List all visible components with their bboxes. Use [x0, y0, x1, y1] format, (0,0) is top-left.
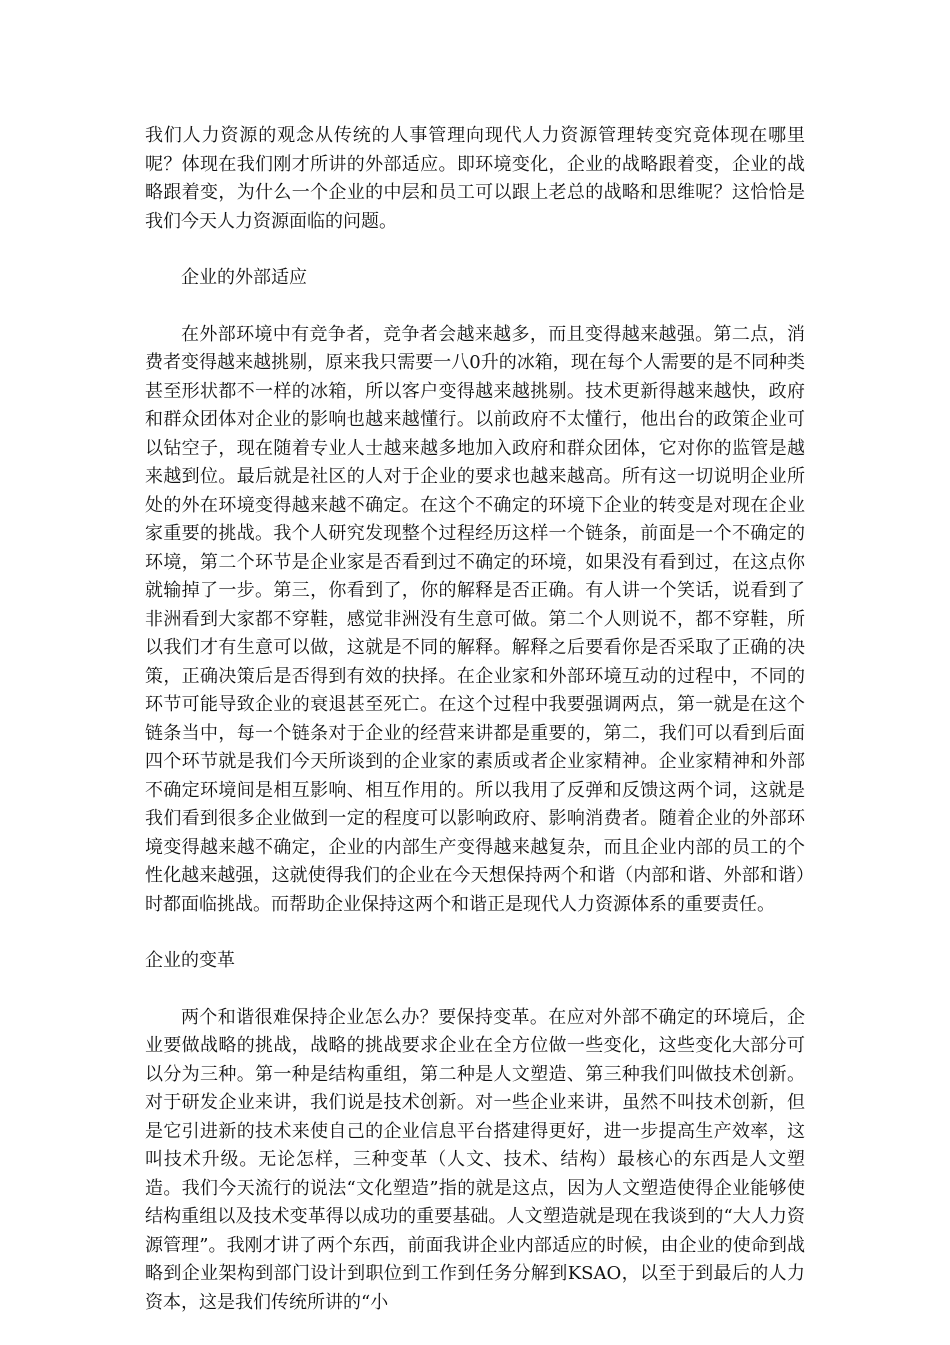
- heading-enterprise-change: 企业的变革: [145, 950, 235, 971]
- document-page: [145, 122, 805, 1345]
- paragraph-intro: 我们人力资源的观念从传统的人事管理向现代人力资源管理转变究竟体现在哪里呢？体现在我们刚才所讲的外部适应。即环境变化，企业的战略跟着变，企业的战略跟着变，为什么一个企业的中层和员工可以跟上老总的战略和思维呢？这恰恰是我们今天人力资源面临的问题。: [145, 125, 805, 232]
- paragraph-external-environment: 在外部环境中有竞争者，竞争者会越来越多，而且变得越来越强。第二点，消费者变得越来越挑剔，原来我只需要一八0升的冰箱，现在每个人需要的是不同种类甚至形状都不一样的冰箱，所以客户变得越来越挑剔。技术更新得越来越快，政府和群众团体对企业的影响也越来越懂行。以前政府不太懂行，他出台的政策企业可以钻空子，现在随着专业人士越来越多地加入政府和群众团体，它对你的监管是越来越到位。最后就是社区的人对于企业的要求也越来越高。所有这一切说明企业所处的外在环境变得越来越不确定。在这个不确定的环境下企业的转变是对现在企业家重要的挑战。我个人研究发现整个过程经历这样一个链条，前面是一个不确定的环境，第二个环节是企业家是否看到过不确定的环境，如果没有看到过，在这点你就输掉了一步。第三，你看到了，你的解释是否正确。有人讲一个笑话，说看到了非洲看到大家都不穿鞋，感觉非洲没有生意可做。第二个人则说不，都不穿鞋，所以我们才有生意可以做，这就是不同的解释。解释之后要看你是否采取了正确的决策，正确决策后是否得到有效的抉择。在企业家和外部环境互动的过程中，不同的环节可能导致企业的衰退甚至死亡。在这个过程中我要强调两点，第一就是在这个链条当中，每一个链条对于企业的经营来讲都是重要的，第二，我们可以看到后面四个环节就是我们今天所谈到的企业家的素质或者企业家精神。企业家精神和外部不确定环境间是相互影响、相互作用的。所以我用了反弹和反馈这两个词，这就是我们看到很多企业做到一定的程度可以影响政府、影响消费者。随着企业的外部环境变得越来越不确定，企业的内部生产变得越来越复杂，而且企业内部的员工的个性化越来越强，这就使得我们的企业在今天想保持两个和谐（内部和谐、外部和谐）时都面临挑战。而帮助企业保持这两个和谐正是现代人力资源体系的重要责任。: [145, 323, 805, 915]
- paragraph-enterprise-change: 两个和谐很难保持企业怎么办？要保持变革。在应对外部不确定的环境后，企业要做战略的挑战，战略的挑战要求企业在全方位做一些变化，这些变化大部分可以分为三种。第一种是结构重组，第二种是人文塑造、第三种我们叫做技术创新。对于研发企业来讲，我们说是技术创新。对一些企业来讲，虽然不叫技术创新，但是它引进新的技术来使自己的企业信息平台搭建得更好，进一步提高生产效率，这叫技术升级。无论怎样，三种变革（人文、技术、结构）最核心的东西是人文塑造。我们今天流行的说法“文化塑造”指的就是这点，因为人文塑造使得企业能够使结构重组以及技术变革得以成功的重要基础。人文塑造就是现在我谈到的“大人力资源管理”。我刚才讲了两个东西，前面我讲企业内部适应的时候，由企业的使命到战略到企业架构到部门设计到职位到工作到任务分解到KSAO，以至于到最后的人力资本，这是我们传统所讲的“小: [145, 1006, 805, 1313]
- heading-external-adaptation: 企业的外部适应: [181, 267, 307, 288]
